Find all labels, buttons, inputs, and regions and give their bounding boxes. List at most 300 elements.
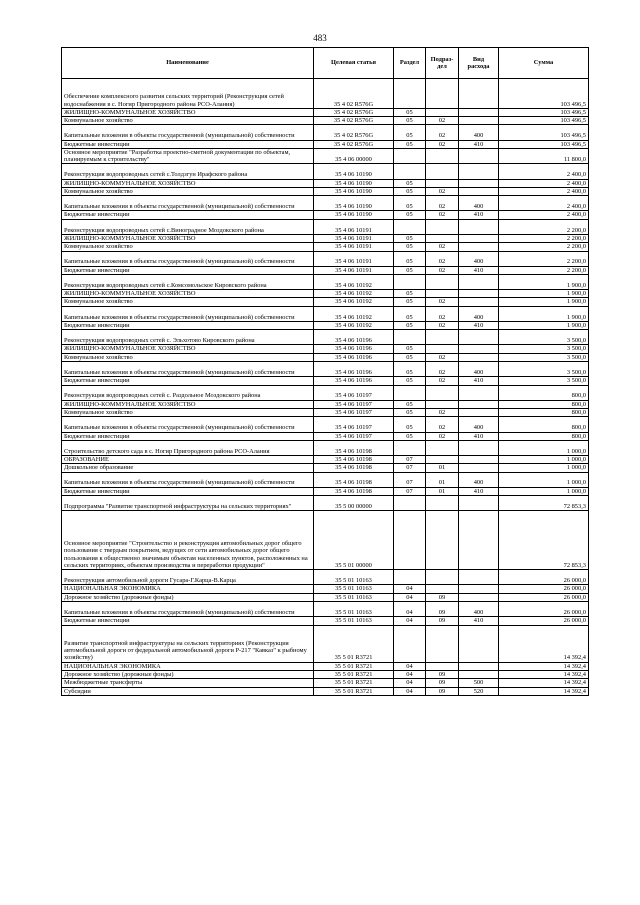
row-section-cell: 05 xyxy=(394,290,426,298)
row-section-cell: 05 xyxy=(394,117,426,125)
table-row xyxy=(62,400,589,408)
table-row xyxy=(62,570,589,585)
row-name-cell: ЖИЛИЩНО-КОММУНАЛЬНОЕ ХОЗЯЙСТВО xyxy=(62,234,314,242)
row-subsection-cell: 02 xyxy=(426,243,459,251)
row-section-cell: 05 xyxy=(394,409,426,417)
row-subsection-cell: 02 xyxy=(426,140,459,148)
table-row xyxy=(62,266,589,274)
row-section-cell xyxy=(394,275,426,290)
row-amount-cell: 26 000,0 xyxy=(499,602,589,617)
row-target-article-cell: 35 4 06 10196 xyxy=(314,345,394,353)
row-section-cell xyxy=(394,511,426,570)
table-row xyxy=(62,593,589,601)
header-target-article: Целевая статья xyxy=(314,48,394,79)
row-expense-type-cell xyxy=(459,496,499,511)
row-expense-type-cell xyxy=(459,385,499,400)
row-name-cell: ЖИЛИЩНО-КОММУНАЛЬНОЕ ХОЗЯЙСТВО xyxy=(62,179,314,187)
table-row xyxy=(62,140,589,148)
row-subsection-cell xyxy=(426,148,459,164)
row-name-cell: НАЦИОНАЛЬНАЯ ЭКОНОМИКА xyxy=(62,662,314,670)
row-subsection-cell: 02 xyxy=(426,353,459,361)
row-expense-type-cell: 400 xyxy=(459,362,499,377)
row-amount-cell: 1 000,0 xyxy=(499,487,589,495)
row-expense-type-cell: 400 xyxy=(459,251,499,266)
row-expense-type-cell xyxy=(459,400,499,408)
row-section-cell xyxy=(394,148,426,164)
row-amount-cell: 26 000,0 xyxy=(499,593,589,601)
row-amount-cell: 800,0 xyxy=(499,385,589,400)
table-row xyxy=(62,321,589,329)
table-row xyxy=(62,290,589,298)
row-amount-cell: 72 853,3 xyxy=(499,496,589,511)
row-name-cell: Бюджетные инвестиции xyxy=(62,321,314,329)
row-name-cell: Реконструкция водопроводных сетей с.Комсомольское Кировского района xyxy=(62,275,314,290)
row-amount-cell: 2 200,0 xyxy=(499,251,589,266)
row-subsection-cell: 02 xyxy=(426,251,459,266)
header-amount: Сумма xyxy=(499,48,589,79)
row-amount-cell: 2 400,0 xyxy=(499,211,589,219)
row-amount-cell: 2 400,0 xyxy=(499,164,589,179)
row-target-article-cell: 35 4 06 10191 xyxy=(314,219,394,234)
row-expense-type-cell: 400 xyxy=(459,602,499,617)
row-section-cell xyxy=(394,164,426,179)
row-amount-cell: 26 000,0 xyxy=(499,585,589,593)
row-name-cell: Основное мероприятие "Разработка проектно-сметной документации по объектам, планируемым к строительству" xyxy=(62,148,314,164)
row-amount-cell: 3 500,0 xyxy=(499,362,589,377)
row-subsection-cell xyxy=(426,496,459,511)
table-row xyxy=(62,330,589,345)
table-row xyxy=(62,511,589,570)
table-row xyxy=(62,345,589,353)
row-section-cell: 05 xyxy=(394,243,426,251)
row-expense-type-cell xyxy=(459,345,499,353)
row-expense-type-cell: 410 xyxy=(459,432,499,440)
row-target-article-cell: 35 4 06 10196 xyxy=(314,353,394,361)
row-amount-cell: 103 496,5 xyxy=(499,117,589,125)
row-expense-type-cell: 520 xyxy=(459,687,499,695)
table-row xyxy=(62,196,589,211)
row-section-cell xyxy=(394,79,426,109)
row-target-article-cell: 35 4 06 10191 xyxy=(314,243,394,251)
table-row xyxy=(62,219,589,234)
row-section-cell: 07 xyxy=(394,455,426,463)
row-section-cell: 04 xyxy=(394,670,426,678)
row-section-cell xyxy=(394,625,426,662)
row-amount-cell: 2 200,0 xyxy=(499,266,589,274)
table-row xyxy=(62,385,589,400)
row-expense-type-cell xyxy=(459,353,499,361)
row-section-cell: 05 xyxy=(394,196,426,211)
row-name-cell: Капитальные вложения в объекты государственной (муниципальной) собственности xyxy=(62,602,314,617)
row-expense-type-cell xyxy=(459,164,499,179)
row-expense-type-cell: 400 xyxy=(459,125,499,140)
row-name-cell: Реконструкция водопроводных сетей с. Раздольное Моздокского района xyxy=(62,385,314,400)
row-name-cell: Бюджетные инвестиции xyxy=(62,617,314,625)
row-name-cell: ОБРАЗОВАНИЕ xyxy=(62,455,314,463)
row-target-article-cell: 35 5 01 10163 xyxy=(314,593,394,601)
row-target-article-cell: 35 4 06 10190 xyxy=(314,196,394,211)
row-target-article-cell: 35 4 06 10190 xyxy=(314,179,394,187)
row-amount-cell: 3 500,0 xyxy=(499,345,589,353)
row-subsection-cell xyxy=(426,662,459,670)
row-amount-cell: 1 000,0 xyxy=(499,464,589,472)
table-row xyxy=(62,602,589,617)
row-amount-cell: 800,0 xyxy=(499,432,589,440)
row-expense-type-cell: 410 xyxy=(459,266,499,274)
row-subsection-cell: 02 xyxy=(426,187,459,195)
row-subsection-cell: 02 xyxy=(426,298,459,306)
row-amount-cell: 14 392,4 xyxy=(499,679,589,687)
row-target-article-cell: 35 4 06 10192 xyxy=(314,275,394,290)
row-expense-type-cell xyxy=(459,625,499,662)
row-target-article-cell: 35 4 06 10192 xyxy=(314,298,394,306)
row-name-cell: Развитие транспортной инфраструктуры на сельских территориях (Реконструкция автомобильной дороги от федеральной автомобильной дороги Р-217 "Кавказ" к рыбному хозяйству) xyxy=(62,625,314,662)
row-section-cell: 04 xyxy=(394,593,426,601)
row-section-cell: 05 xyxy=(394,321,426,329)
row-target-article-cell: 35 4 06 10197 xyxy=(314,400,394,408)
row-section-cell: 07 xyxy=(394,487,426,495)
row-section-cell: 05 xyxy=(394,345,426,353)
row-target-article-cell: 35 4 02 R576G xyxy=(314,140,394,148)
row-target-article-cell: 35 5 01 R3721 xyxy=(314,687,394,695)
row-target-article-cell: 35 4 02 R576G xyxy=(314,125,394,140)
row-name-cell: Подпрограмма "Развитие транспортной инфраструктуры на сельских территориях" xyxy=(62,496,314,511)
row-section-cell: 04 xyxy=(394,602,426,617)
row-amount-cell: 800,0 xyxy=(499,417,589,432)
row-name-cell: Бюджетные инвестиции xyxy=(62,487,314,495)
table-header-row xyxy=(62,48,589,79)
row-expense-type-cell xyxy=(459,219,499,234)
row-subsection-cell: 09 xyxy=(426,687,459,695)
row-amount-cell: 2 400,0 xyxy=(499,187,589,195)
row-subsection-cell: 09 xyxy=(426,593,459,601)
row-subsection-cell: 02 xyxy=(426,211,459,219)
row-name-cell: Капитальные вложения в объекты государственной (муниципальной) собственности xyxy=(62,196,314,211)
row-expense-type-cell xyxy=(459,662,499,670)
row-subsection-cell xyxy=(426,511,459,570)
table-body xyxy=(62,79,589,696)
row-target-article-cell: 35 5 01 R3721 xyxy=(314,670,394,678)
row-amount-cell: 2 200,0 xyxy=(499,234,589,242)
table-row xyxy=(62,464,589,472)
row-name-cell: Коммунальное хозяйство xyxy=(62,187,314,195)
row-section-cell xyxy=(394,440,426,455)
row-section-cell: 05 xyxy=(394,140,426,148)
row-name-cell: ЖИЛИЩНО-КОММУНАЛЬНОЕ ХОЗЯЙСТВО xyxy=(62,400,314,408)
row-amount-cell: 1 000,0 xyxy=(499,440,589,455)
row-expense-type-cell: 410 xyxy=(459,377,499,385)
row-amount-cell: 1 000,0 xyxy=(499,472,589,487)
row-expense-type-cell: 400 xyxy=(459,306,499,321)
row-expense-type-cell xyxy=(459,511,499,570)
row-subsection-cell xyxy=(426,625,459,662)
header-expense-type: Вид расхода xyxy=(459,48,499,79)
row-subsection-cell: 09 xyxy=(426,679,459,687)
table-row xyxy=(62,432,589,440)
row-name-cell: Коммунальное хозяйство xyxy=(62,298,314,306)
row-name-cell: Реконструкция водопроводных сетей с.Виноградное Моздокского района xyxy=(62,219,314,234)
row-amount-cell: 1 900,0 xyxy=(499,290,589,298)
row-section-cell: 05 xyxy=(394,362,426,377)
row-subsection-cell: 02 xyxy=(426,306,459,321)
row-target-article-cell: 35 5 01 R3721 xyxy=(314,625,394,662)
row-section-cell: 05 xyxy=(394,251,426,266)
row-section-cell xyxy=(394,385,426,400)
row-name-cell: Дорожное хозяйство (дорожные фонды) xyxy=(62,670,314,678)
row-target-article-cell: 35 4 06 10197 xyxy=(314,409,394,417)
row-target-article-cell: 35 4 06 10196 xyxy=(314,362,394,377)
row-subsection-cell: 02 xyxy=(426,409,459,417)
table-row xyxy=(62,211,589,219)
row-expense-type-cell xyxy=(459,117,499,125)
row-amount-cell: 26 000,0 xyxy=(499,570,589,585)
row-target-article-cell: 35 4 06 10191 xyxy=(314,234,394,242)
row-expense-type-cell: 400 xyxy=(459,196,499,211)
row-subsection-cell: 02 xyxy=(426,321,459,329)
row-subsection-cell: 09 xyxy=(426,617,459,625)
table-row xyxy=(62,440,589,455)
row-target-article-cell: 35 4 06 10191 xyxy=(314,266,394,274)
row-amount-cell: 1 000,0 xyxy=(499,455,589,463)
table-row xyxy=(62,251,589,266)
row-target-article-cell: 35 5 01 10163 xyxy=(314,585,394,593)
row-target-article-cell: 35 4 06 10192 xyxy=(314,306,394,321)
row-section-cell: 07 xyxy=(394,472,426,487)
row-expense-type-cell xyxy=(459,455,499,463)
row-section-cell: 04 xyxy=(394,585,426,593)
row-name-cell: НАЦИОНАЛЬНАЯ ЭКОНОМИКА xyxy=(62,585,314,593)
row-expense-type-cell xyxy=(459,79,499,109)
row-name-cell: Межбюджетные трансферты xyxy=(62,679,314,687)
row-target-article-cell: 35 4 06 10192 xyxy=(314,290,394,298)
row-amount-cell: 1 900,0 xyxy=(499,298,589,306)
row-subsection-cell: 01 xyxy=(426,472,459,487)
row-target-article-cell: 35 4 06 10190 xyxy=(314,164,394,179)
row-subsection-cell xyxy=(426,345,459,353)
row-target-article-cell: 35 5 01 10163 xyxy=(314,602,394,617)
row-subsection-cell: 02 xyxy=(426,266,459,274)
table-row xyxy=(62,679,589,687)
row-expense-type-cell xyxy=(459,593,499,601)
row-expense-type-cell xyxy=(459,290,499,298)
row-target-article-cell: 35 5 01 10163 xyxy=(314,617,394,625)
table-row xyxy=(62,353,589,361)
row-expense-type-cell: 410 xyxy=(459,211,499,219)
table-row xyxy=(62,455,589,463)
row-target-article-cell: 35 4 06 10197 xyxy=(314,432,394,440)
row-subsection-cell: 01 xyxy=(426,487,459,495)
row-expense-type-cell xyxy=(459,330,499,345)
row-target-article-cell: 35 4 06 10198 xyxy=(314,472,394,487)
row-section-cell: 05 xyxy=(394,353,426,361)
row-subsection-cell: 02 xyxy=(426,125,459,140)
row-name-cell: Строительство детского сада в с. Ногир Пригородного района РСО-Алания xyxy=(62,440,314,455)
row-amount-cell: 3 500,0 xyxy=(499,377,589,385)
row-amount-cell: 800,0 xyxy=(499,400,589,408)
row-name-cell: Коммунальное хозяйство xyxy=(62,243,314,251)
row-subsection-cell xyxy=(426,400,459,408)
row-expense-type-cell xyxy=(459,108,499,116)
row-target-article-cell: 35 4 06 10197 xyxy=(314,385,394,400)
row-section-cell: 07 xyxy=(394,464,426,472)
row-expense-type-cell xyxy=(459,234,499,242)
row-name-cell: Капитальные вложения в объекты государственной (муниципальной) собственности xyxy=(62,472,314,487)
row-amount-cell: 2 400,0 xyxy=(499,196,589,211)
header-section: Раздел xyxy=(394,48,426,79)
table-row xyxy=(62,164,589,179)
row-section-cell: 05 xyxy=(394,400,426,408)
table-row xyxy=(62,79,589,109)
row-section-cell: 04 xyxy=(394,687,426,695)
row-section-cell: 05 xyxy=(394,432,426,440)
row-subsection-cell xyxy=(426,290,459,298)
row-target-article-cell: 35 4 06 10190 xyxy=(314,187,394,195)
row-expense-type-cell xyxy=(459,440,499,455)
row-name-cell: Коммунальное хозяйство xyxy=(62,353,314,361)
row-subsection-cell xyxy=(426,79,459,109)
table-row xyxy=(62,148,589,164)
row-subsection-cell: 02 xyxy=(426,432,459,440)
row-target-article-cell: 35 4 06 10190 xyxy=(314,211,394,219)
row-target-article-cell: 35 4 02 R576G xyxy=(314,108,394,116)
row-subsection-cell xyxy=(426,219,459,234)
row-subsection-cell xyxy=(426,108,459,116)
table-row xyxy=(62,417,589,432)
row-name-cell: Бюджетные инвестиции xyxy=(62,377,314,385)
row-subsection-cell xyxy=(426,330,459,345)
row-name-cell: Капитальные вложения в объекты государственной (муниципальной) собственности xyxy=(62,306,314,321)
row-name-cell: Субсидии xyxy=(62,687,314,695)
row-expense-type-cell xyxy=(459,670,499,678)
row-target-article-cell: 35 5 00 00000 xyxy=(314,496,394,511)
row-section-cell: 05 xyxy=(394,125,426,140)
header-subsection: Подраз- дел xyxy=(426,48,459,79)
row-amount-cell: 103 496,5 xyxy=(499,108,589,116)
row-name-cell: Капитальные вложения в объекты государственной (муниципальной) собственности xyxy=(62,125,314,140)
row-subsection-cell: 02 xyxy=(426,117,459,125)
table-row xyxy=(62,117,589,125)
row-section-cell xyxy=(394,330,426,345)
row-name-cell: Коммунальное хозяйство xyxy=(62,117,314,125)
row-section-cell: 05 xyxy=(394,108,426,116)
row-amount-cell: 14 392,4 xyxy=(499,662,589,670)
row-section-cell: 05 xyxy=(394,211,426,219)
row-target-article-cell: 35 4 06 10196 xyxy=(314,330,394,345)
row-amount-cell: 800,0 xyxy=(499,409,589,417)
row-target-article-cell: 35 5 01 R3721 xyxy=(314,679,394,687)
table-row xyxy=(62,243,589,251)
row-subsection-cell xyxy=(426,275,459,290)
table-row xyxy=(62,108,589,116)
row-section-cell: 04 xyxy=(394,617,426,625)
row-target-article-cell: 35 5 01 R3721 xyxy=(314,662,394,670)
row-name-cell: Реконструкция водопроводных сетей с. Эльхотово Кировского района xyxy=(62,330,314,345)
table-row xyxy=(62,187,589,195)
row-expense-type-cell: 410 xyxy=(459,617,499,625)
table-row xyxy=(62,377,589,385)
row-amount-cell: 2 200,0 xyxy=(499,219,589,234)
row-target-article-cell: 35 4 06 10198 xyxy=(314,440,394,455)
row-subsection-cell: 02 xyxy=(426,196,459,211)
row-subsection-cell: 02 xyxy=(426,362,459,377)
row-expense-type-cell xyxy=(459,409,499,417)
row-expense-type-cell xyxy=(459,585,499,593)
table-row xyxy=(62,306,589,321)
row-subsection-cell: 02 xyxy=(426,417,459,432)
row-section-cell xyxy=(394,570,426,585)
row-amount-cell: 103 496,5 xyxy=(499,79,589,109)
row-expense-type-cell: 500 xyxy=(459,679,499,687)
row-amount-cell: 2 200,0 xyxy=(499,243,589,251)
row-expense-type-cell xyxy=(459,187,499,195)
row-name-cell: Коммунальное хозяйство xyxy=(62,409,314,417)
row-target-article-cell: 35 4 06 10191 xyxy=(314,251,394,266)
row-target-article-cell: 35 5 01 00000 xyxy=(314,511,394,570)
row-subsection-cell xyxy=(426,440,459,455)
row-subsection-cell xyxy=(426,164,459,179)
row-section-cell: 05 xyxy=(394,234,426,242)
table-row xyxy=(62,362,589,377)
row-name-cell: Реконструкция водопроводных сетей с.Толдзгун Ирафского района xyxy=(62,164,314,179)
row-expense-type-cell xyxy=(459,275,499,290)
row-section-cell: 05 xyxy=(394,179,426,187)
table-row xyxy=(62,275,589,290)
table-row xyxy=(62,496,589,511)
page-number: 483 xyxy=(313,33,327,43)
row-target-article-cell: 35 4 06 10196 xyxy=(314,377,394,385)
row-subsection-cell xyxy=(426,455,459,463)
row-section-cell: 05 xyxy=(394,187,426,195)
row-name-cell: Дошкольное образование xyxy=(62,464,314,472)
header-name: Наименование xyxy=(62,48,314,79)
row-name-cell: Бюджетные инвестиции xyxy=(62,140,314,148)
table-row xyxy=(62,487,589,495)
table-row xyxy=(62,617,589,625)
row-expense-type-cell xyxy=(459,570,499,585)
row-expense-type-cell xyxy=(459,464,499,472)
row-name-cell: Реконструкция автомобильной дороги Гусара-Г.Карца-В.Карца xyxy=(62,570,314,585)
row-section-cell: 05 xyxy=(394,266,426,274)
row-target-article-cell: 35 4 02 R576G xyxy=(314,79,394,109)
row-amount-cell: 3 500,0 xyxy=(499,353,589,361)
row-name-cell: ЖИЛИЩНО-КОММУНАЛЬНОЕ ХОЗЯЙСТВО xyxy=(62,108,314,116)
row-subsection-cell: 01 xyxy=(426,464,459,472)
row-expense-type-cell: 400 xyxy=(459,417,499,432)
row-target-article-cell: 35 4 06 10192 xyxy=(314,321,394,329)
row-expense-type-cell xyxy=(459,243,499,251)
table-row xyxy=(62,472,589,487)
row-amount-cell: 1 900,0 xyxy=(499,306,589,321)
row-subsection-cell: 09 xyxy=(426,670,459,678)
row-amount-cell: 11 800,0 xyxy=(499,148,589,164)
budget-table xyxy=(61,47,589,696)
row-amount-cell: 103 496,5 xyxy=(499,140,589,148)
row-amount-cell: 3 500,0 xyxy=(499,330,589,345)
row-section-cell: 05 xyxy=(394,306,426,321)
table-row xyxy=(62,625,589,662)
row-target-article-cell: 35 4 02 R576G xyxy=(314,117,394,125)
row-name-cell: Основное мероприятие "Строительство и реконструкция автомобильных дорог общего пользования с твердым покрытием, ведущих от сети автомобильных дорог общего пользования к общественно значимым объектам населенных пунктов, расположенных на сельских территориях, объектам производства и переработки продукции" xyxy=(62,511,314,570)
row-section-cell xyxy=(394,219,426,234)
row-amount-cell: 14 392,4 xyxy=(499,687,589,695)
row-target-article-cell: 35 5 01 10163 xyxy=(314,570,394,585)
row-subsection-cell xyxy=(426,179,459,187)
table-row xyxy=(62,234,589,242)
row-expense-type-cell: 410 xyxy=(459,321,499,329)
row-section-cell: 05 xyxy=(394,417,426,432)
row-amount-cell: 1 900,0 xyxy=(499,275,589,290)
row-subsection-cell: 09 xyxy=(426,602,459,617)
